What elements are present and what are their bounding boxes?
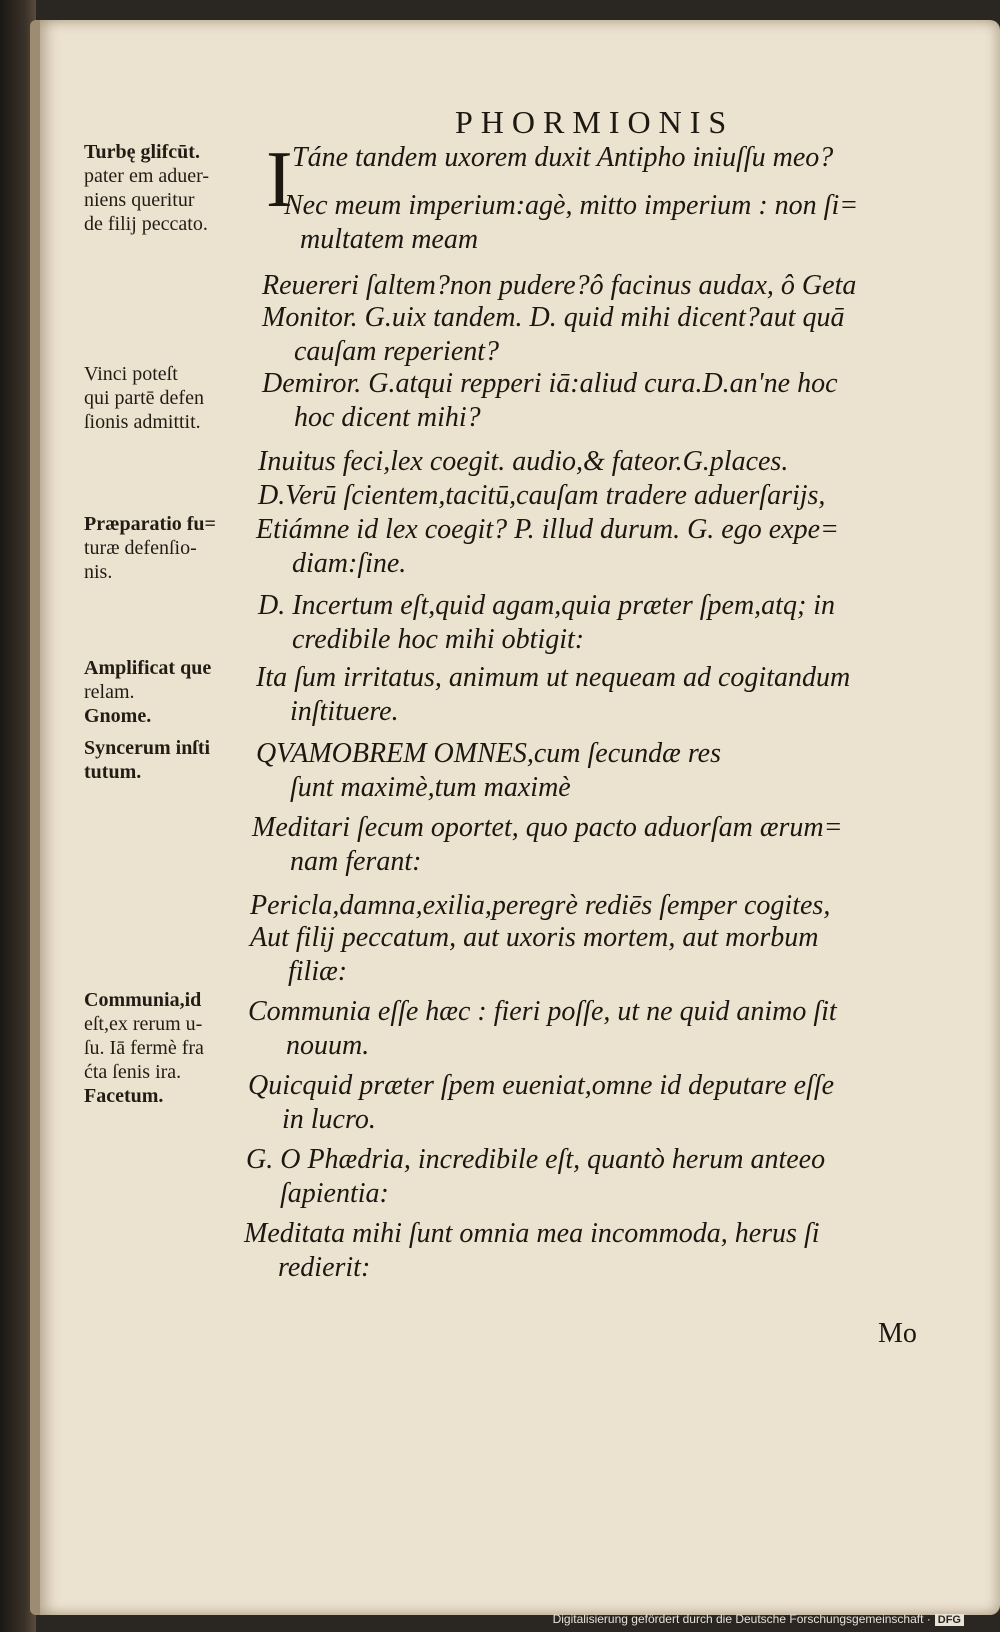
marginal-note: tutum. [84, 761, 142, 783]
text-line: QVAMOBREM OMNES,cum ſecundæ res [256, 738, 721, 769]
text-line: Ita ſum irritatus, animum ut nequeam ad cogitandum [256, 662, 851, 693]
text-line: nam ferant: [290, 846, 422, 877]
marginal-note: Amplificat que [84, 657, 212, 679]
text-line: Aut filij peccatum, aut uxoris mortem, aut morbum [250, 922, 819, 953]
marginal-note: Syncerum inſti [84, 737, 211, 759]
marginal-note: Facetum. [84, 1085, 164, 1107]
marginal-note: Turbę glifcūt. [84, 141, 200, 163]
marginal-note: nis. [84, 561, 113, 583]
marginal-note: pater em aduer- [84, 165, 210, 187]
text-line: multatem meam [300, 224, 479, 255]
text-line: cauſam reperient? [294, 336, 500, 367]
text-line: ſunt maximè,tum maximè [290, 772, 571, 803]
marginal-note: relam. [84, 681, 135, 703]
text-line: Etiámne id lex coegit? P. illud durum. G. ego expe= [256, 514, 839, 545]
text-line: Táne tandem uxorem duxit Antipho iniuſſu meo? [292, 142, 834, 173]
text-line: nouum. [286, 1030, 370, 1061]
catchword: Mo [878, 1318, 917, 1349]
text-line: Quicquid præter ſpem eueniat,omne id deputare eſſe [248, 1070, 835, 1101]
running-head: PHORMIONIS [455, 104, 735, 140]
text-line: credibile hoc mihi obtigit: [292, 624, 585, 655]
text-line: diam:ſine. [292, 548, 407, 579]
text-line: in lucro. [282, 1104, 376, 1135]
marginal-note: Communia,id [84, 989, 202, 1011]
text-line: inſtituere. [290, 696, 399, 727]
text-line: filiæ: [288, 956, 348, 987]
marginal-note: Vinci poteſt [84, 363, 178, 385]
marginal-note: turæ defenſio- [84, 537, 197, 559]
marginal-note: niens queritur [84, 189, 195, 211]
text-line: Reuereri ſaltem?non pudere?ô facinus audax, ô Geta [262, 270, 857, 301]
marginal-note: ćta ſenis ira. [84, 1061, 182, 1083]
text-line: redierit: [278, 1252, 371, 1283]
text-line: D.Verū ſcientem,tacitū,cauſam tradere aduerſarijs, [258, 480, 826, 511]
marginal-note: ſu. Iā fermè fra [84, 1037, 204, 1059]
marginal-note: Præparatio fu= [84, 513, 216, 535]
text-line: Nec meum imperium:agè, mitto imperium : non ſi= [284, 190, 859, 221]
digitization-footer [553, 1612, 964, 1626]
text-line: D. Incertum eſt,quid agam,quia præter ſpem,atq; in [258, 590, 836, 621]
text-line: Monitor. G.uix tandem. D. quid mihi dicent?aut quā [262, 302, 845, 333]
drop-initial: I [266, 136, 293, 224]
text-line: G. O Phædria, incredibile eſt, quantò herum anteeo [246, 1144, 826, 1175]
text-line: Inuitus feci,lex coegit. audio,& fateor.G.places. [258, 446, 789, 477]
text-line: Demiror. G.atqui repperi iā:aliud cura.D.an'ne hoc [262, 368, 838, 399]
marginal-note: de filij peccato. [84, 213, 208, 235]
marginal-note: qui partē defen [84, 387, 204, 409]
dfg-logo: DFG [935, 1614, 964, 1626]
text-line: Meditata mihi ſunt omnia mea incommoda, herus ſi [244, 1218, 820, 1249]
footer-text: Digitalisierung gefördert durch die Deutsche Forschungsgemeinschaft · [552, 1612, 931, 1626]
marginal-note: Gnome. [84, 705, 152, 727]
marginal-note: ſionis admittit. [84, 411, 201, 433]
text-line: hoc dicent mihi? [294, 402, 481, 433]
text-line: Meditari ſecum oportet, quo pacto aduorſam ærum= [252, 812, 843, 843]
marginal-note: eſt,ex rerum u- [84, 1013, 203, 1035]
text-line: ſapientia: [280, 1178, 389, 1209]
text-line: Communia eſſe hæc : fieri poſſe, ut ne quid animo ſit [248, 996, 837, 1027]
text-line: Pericla,damna,exilia,peregrè rediēs ſemper cogites, [250, 890, 831, 921]
